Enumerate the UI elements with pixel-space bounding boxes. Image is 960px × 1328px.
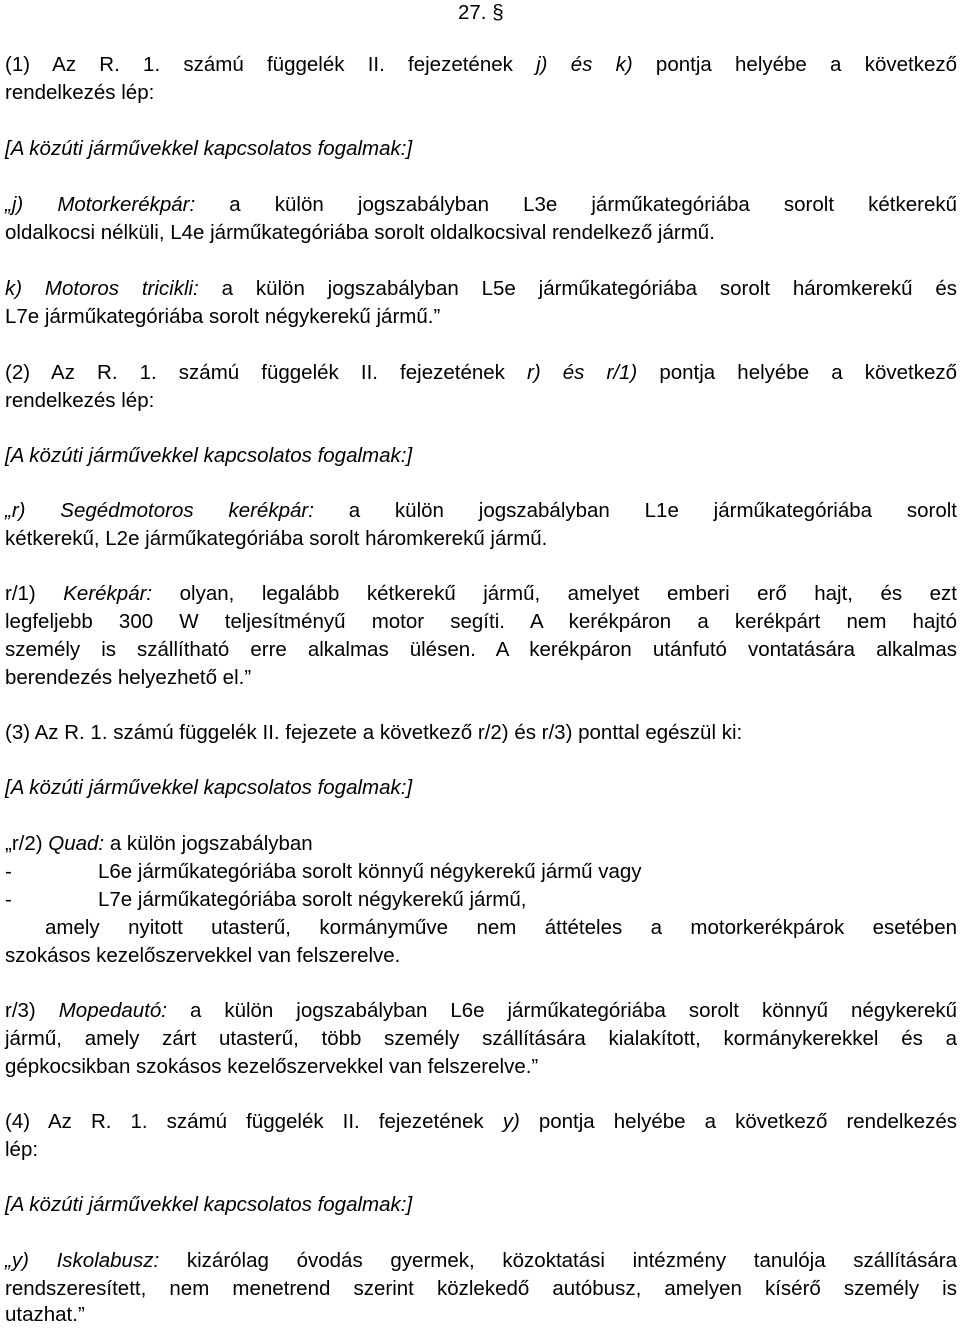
definition-r2-line-3: szokásos kezelőszervekkel van felszerelve.: [5, 944, 401, 967]
definition-r3-line-2: jármű, amely zárt utasterű, több személy szállítására kialakított, kormánykerekkel és a: [5, 1027, 957, 1050]
definition-k-line-1: k) Motoros tricikli: a külön jogszabályban L5e járműkategóriába sorolt háromkerekű és: [5, 277, 957, 300]
section-3-intro: (3) Az R. 1. számú függelék II. fejezete a következő r/2) és r/3) ponttal egészül ki:: [5, 721, 743, 744]
section-3-context-heading: [A közúti járművekkel kapcsolatos fogalmak:]: [5, 776, 413, 799]
definition-r2-line-1: „r/2) Quad: a külön jogszabályban: [5, 832, 313, 855]
definition-r1-line-3: személy is szállítható erre alkalmas ülésen. A kerékpáron utánfutó vontatására alkalmas: [5, 638, 957, 661]
section-2-intro-line-2: rendelkezés lép:: [5, 389, 155, 412]
section-1-context-heading: [A közúti járművekkel kapcsolatos fogalmak:]: [5, 137, 413, 160]
definition-r3-line-1: r/3) Mopedautó: a külön jogszabályban L6e járműkategóriába sorolt könnyű négykerekű: [5, 999, 957, 1022]
definition-y-line-1: „y) Iskolabusz: kizárólag óvodás gyermek, közoktatási intézmény tanulója szállítására: [5, 1249, 957, 1272]
definition-r1-line-2: legfeljebb 300 W teljesítményű motor segíti. A kerékpáron a kerékpárt nem hajtó: [5, 610, 957, 633]
page-number: 27. §: [458, 1, 504, 24]
definition-r1-line-1: r/1) Kerékpár: olyan, legalább kétkerekű jármű, amelyet emberi erő hajt, és ezt: [5, 582, 957, 605]
definition-k-line-2: L7e járműkategóriába sorolt négykerekű jármű.”: [5, 305, 441, 328]
definition-r-line-2: kétkerekű, L2e járműkategóriába sorolt háromkerekű jármű.: [5, 527, 548, 550]
definition-r2-item-2: L7e járműkategóriába sorolt négykerekű jármű,: [98, 888, 527, 911]
section-4-intro-line-2: lép:: [5, 1138, 39, 1161]
section-4-context-heading: [A közúti járművekkel kapcsolatos fogalmak:]: [5, 1193, 413, 1216]
section-2-intro-line-1: (2) Az R. 1. számú függelék II. fejezetének r) és r/1) pontja helyébe a következő: [5, 361, 957, 384]
section-1-intro-line-2: rendelkezés lép:: [5, 81, 155, 104]
definition-j-line-2: oldalkocsi nélküli, L4e járműkategóriába sorolt oldalkocsival rendelkező jármű.: [5, 221, 715, 244]
section-2-context-heading: [A közúti járművekkel kapcsolatos fogalmak:]: [5, 444, 413, 467]
section-4-intro-line-1: (4) Az R. 1. számú függelék II. fejezetének y) pontja helyébe a következő rendelkezés: [5, 1110, 957, 1133]
definition-y-line-3: utazhat.”: [5, 1303, 85, 1326]
list-dash-2: -: [5, 888, 12, 911]
definition-j-line-1: „j) Motorkerékpár: a külön jogszabályban L3e járműkategóriába sorolt kétkerekű: [5, 193, 957, 216]
section-1-intro-line-1: (1) Az R. 1. számú függelék II. fejezetének j) és k) pontja helyébe a következő: [5, 53, 957, 76]
definition-r-line-1: „r) Segédmotoros kerékpár: a külön jogszabályban L1e járműkategóriába sorolt: [5, 499, 957, 522]
definition-y-line-2: rendszeresített, nem menetrend szerint közlekedő autóbusz, amelyen kísérő személy is: [5, 1277, 957, 1300]
definition-r2-line-2: amely nyitott utasterű, kormányműve nem áttételes a motorkerékpárok esetében: [45, 916, 957, 939]
definition-r1-line-4: berendezés helyezhető el.”: [5, 666, 252, 689]
definition-r2-item-1: L6e járműkategóriába sorolt könnyű négykerekű jármű vagy: [98, 860, 642, 883]
definition-r3-line-3: gépkocsikban szokásos kezelőszervekkel van felszerelve.”: [5, 1055, 539, 1078]
list-dash-1: -: [5, 860, 12, 883]
